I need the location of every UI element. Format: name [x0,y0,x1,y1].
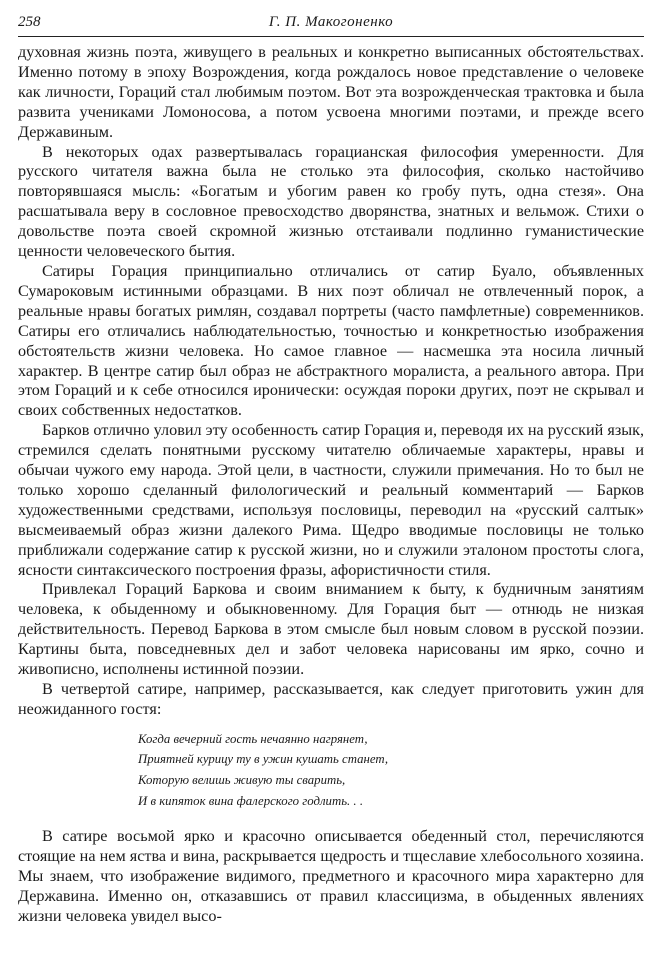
running-title: Г. П. Макогоненко [268,14,394,30]
poem-quote [138,729,644,811]
paragraph: В некоторых одах развертывалась горацианская философия умеренности. Для русского читателя важна была не столько эта философия, сколько настойчиво повторявшаяся мысль: «Богатым и убогим равен ко гробу путь, одна стезя». Она расшатывала веру в сословное превосходство дворянства, знатных и вельмож. Стихи о довольстве поэта своей скромной жизнью отстаивали подлинно гуманистические ценности человеческого бытия. [18,142,644,261]
page-number: 258 [18,14,41,30]
paragraph: духовная жизнь поэта, живущего в реальных и конкретно выписанных обстоятельствах. Именно потому в эпоху Возрождения, когда рождалось новое представление о человеке как личности, Гораций стал любимым поэтом. Вот эта возрожденческая трактовка и была развита учениками Ломоносова, а потом усвоена многими поэтами, и прежде всего Державиным. [18,43,644,141]
poem-line: Которую велишь живую ты сварить, [138,773,346,787]
paragraph: Сатиры Горация принципиально отличались от сатир Буало, объявленных Сумароковым истинными образцами. В них поэт обличал не отвлеченный порок, а реальные нравы богатых римлян, создавал портреты (часто памфлетные) современников. Сатиры его отличались наблюдательностью, точностью и конкретностью изображения обстоятельств жизни человека. Но самое главное — насмешка эта носила личный характер. В центре сатир был образ не абстрактного моралиста, а реального автора. При этом Гораций и к себе относился иронически: осуждая пороки других, поэт не скрывал и своих собственных недостатков. [18,261,644,420]
poem-line: Приятней курицу ту в ужин кушать станет, [138,752,389,767]
book-page [18,10,644,927]
poem-line: И в кипяток вина фалерского годлить. . . [138,793,364,808]
paragraph: Привлекал Гораций Баркова и своим вниманием к быту, к будничным занятиям человека, к обыденному и обыкновенному. Для Горация быт — отнюдь не низкая действительность. Перевод Баркова в этом смысле был новым словом в русской поэзии. Картины быта, повседневных дел и забот человека нарисованы им ярко, сочно и живописно, исполнены истинной поэзии. [18,580,644,679]
poem-line: Когда вечерний гость нечаянно нагрянет, [138,731,368,746]
paragraph: Барков отлично уловил эту особенность сатир Горация и, переводя их на русский язык, стремился сделать понятными русскому читателю обличаемые характеры, нравы и обычаи чужого ему народа. Этой цели, в частности, служили примечания. Но то был не только хорошо сделанный филологический и реальный комментарий — Барков художественными средствами, используя пословицы, переводил на «русский салтык» высмеиваемый образ жизни далекого Рима. Щедро вводимые пословицы не только приближали содержание сатир к русской жизни, но и служили эталоном простоты слога, ясности синтаксического построения фразы, афористичности стиля. [18,421,644,579]
page-body [18,43,644,927]
closing-paragraph: В сатире восьмой ярко и красочно описывается обеденный стол, перечисляются стоящие на нем яства и вина, раскрывается щедрость и тщеславие хлебосольного хозяина. Мы знаем, что изображение видимого, предметного и красочного мира характерно для Державина. Именно он, отказавшись от правил классицизма, в обыденных явлениях жизни человека увидел высо- [18,827,644,925]
page-header [18,10,644,37]
paragraph: В четвертой сатире, например, рассказывается, как следует приготовить ужин для неожиданного гостя: [18,680,644,718]
